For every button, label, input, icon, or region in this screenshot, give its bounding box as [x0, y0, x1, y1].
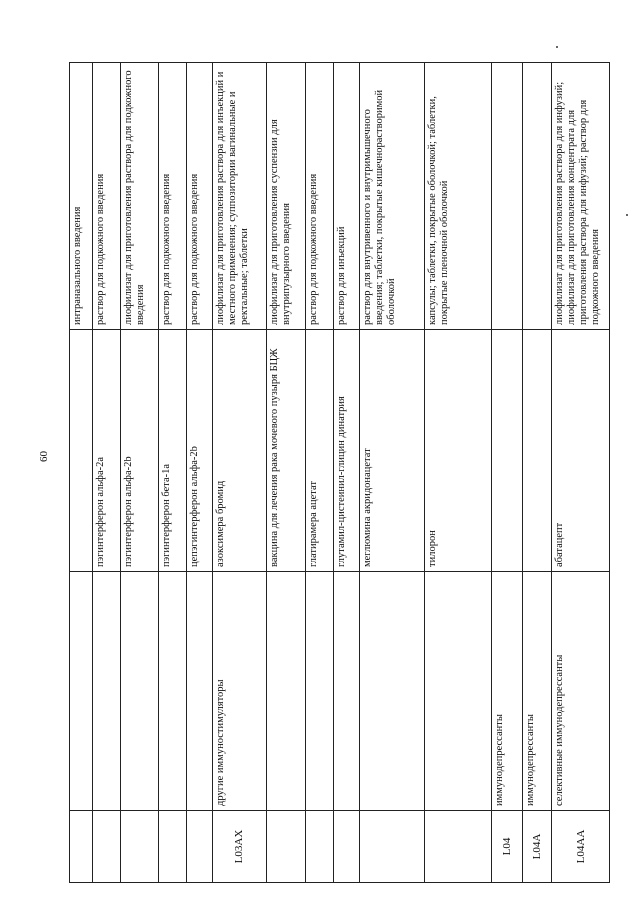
page-number: 60 — [38, 451, 50, 462]
group-name-cell — [186, 572, 212, 811]
group-name-cell: иммунодепрессанты — [492, 572, 522, 811]
atc-code-cell — [70, 811, 93, 883]
group-name-cell — [159, 572, 186, 811]
drug-name-cell: глатирамера ацетат — [306, 330, 333, 572]
dosage-form-cell: раствор для внутривенного и внутримышечного введения; таблетки, покрытые кишечнорастворимой оболочкой — [360, 63, 425, 330]
scan-speck — [556, 46, 558, 48]
atc-code-cell — [425, 811, 492, 883]
dosage-form-cell: раствор для подкожного введения — [306, 63, 333, 330]
dosage-form-cell: интраназального введения — [70, 63, 93, 330]
drug-name-cell — [70, 330, 93, 572]
group-name-cell — [333, 572, 359, 811]
table-row — [333, 63, 359, 883]
atc-code-cell — [93, 811, 120, 883]
dosage-form-cell: капсулы; таблетки, покрытые оболочкой; таблетки, покрытые пленочной оболочкой — [425, 63, 492, 330]
drug-name-cell: пэгинтерферон альфа-2а — [93, 330, 120, 572]
atc-code-cell — [186, 811, 212, 883]
table-row — [186, 63, 212, 883]
group-name-cell: селективные иммунодепрессанты — [552, 572, 610, 811]
drug-name-cell: меглюмина акридонацетат — [360, 330, 425, 572]
drug-name-cell: глутамил-цистеинил-глицин динатрия — [333, 330, 359, 572]
dosage-form-cell: раствор для подкожного введения — [186, 63, 212, 330]
drug-name-cell: цепэгинтерферон альфа-2b — [186, 330, 212, 572]
drug-name-cell: тилорон — [425, 330, 492, 572]
drug-table — [69, 62, 610, 883]
group-name-cell — [120, 572, 159, 811]
dosage-form-cell: раствор для подкожного введения — [159, 63, 186, 330]
drug-name-cell: вакцина для лечения рака мочевого пузыря БЦЖ — [266, 330, 306, 572]
drug-name-cell: пэгинтерферон альфа-2b — [120, 330, 159, 572]
table-row — [552, 63, 610, 883]
table-row — [93, 63, 120, 883]
table-row — [425, 63, 492, 883]
group-name-cell — [306, 572, 333, 811]
group-name-cell — [266, 572, 306, 811]
table-row — [70, 63, 93, 883]
drug-name-cell — [492, 330, 522, 572]
atc-code-cell — [306, 811, 333, 883]
group-name-cell — [360, 572, 425, 811]
dosage-form-cell: лиофилизат для приготовления суспензии для внутрипузырного введения — [266, 63, 306, 330]
table-row — [120, 63, 159, 883]
atc-code-cell — [120, 811, 159, 883]
dosage-form-cell: лиофилизат для приготовления раствора для инфузий; лиофилизат для приготовления концентрата для приготовления раствора для инфузий; раствор для подкожного введения — [552, 63, 610, 330]
group-name-cell — [70, 572, 93, 811]
drug-name-cell — [522, 330, 551, 572]
dosage-form-cell: лиофилизат для приготовления раствора для инъекций и местного применения; суппозитории вагинальные и ректальные; таблетки — [213, 63, 267, 330]
atc-code-cell: L04A — [522, 811, 551, 883]
atc-code-cell: L04 — [492, 811, 522, 883]
dosage-form-cell — [522, 63, 551, 330]
group-name-cell: другие иммуностимуляторы — [213, 572, 267, 811]
atc-code-cell — [360, 811, 425, 883]
drug-name-cell: азоксимера бромид — [213, 330, 267, 572]
atc-code-cell: L03AX — [213, 811, 267, 883]
dosage-form-cell: лиофилизат для приготовления раствора для подкожного введения — [120, 63, 159, 330]
atc-code-cell — [266, 811, 306, 883]
table-row — [159, 63, 186, 883]
atc-code-cell: L04AA — [552, 811, 610, 883]
table-row — [360, 63, 425, 883]
dosage-form-cell: раствор для подкожного введения — [93, 63, 120, 330]
dosage-form-cell — [492, 63, 522, 330]
scan-speck — [626, 214, 628, 216]
rotated-table-page — [69, 63, 610, 883]
atc-code-cell — [159, 811, 186, 883]
table-row — [492, 63, 522, 883]
atc-code-cell — [333, 811, 359, 883]
group-name-cell: иммунодепрессанты — [522, 572, 551, 811]
table-row — [266, 63, 306, 883]
table-row — [522, 63, 551, 883]
group-name-cell — [425, 572, 492, 811]
dosage-form-cell: раствор для инъекций — [333, 63, 359, 330]
drug-name-cell: абатацепт — [552, 330, 610, 572]
table-row — [306, 63, 333, 883]
group-name-cell — [93, 572, 120, 811]
table-row — [213, 63, 267, 883]
drug-name-cell: пэгинтерферон бета-1а — [159, 330, 186, 572]
